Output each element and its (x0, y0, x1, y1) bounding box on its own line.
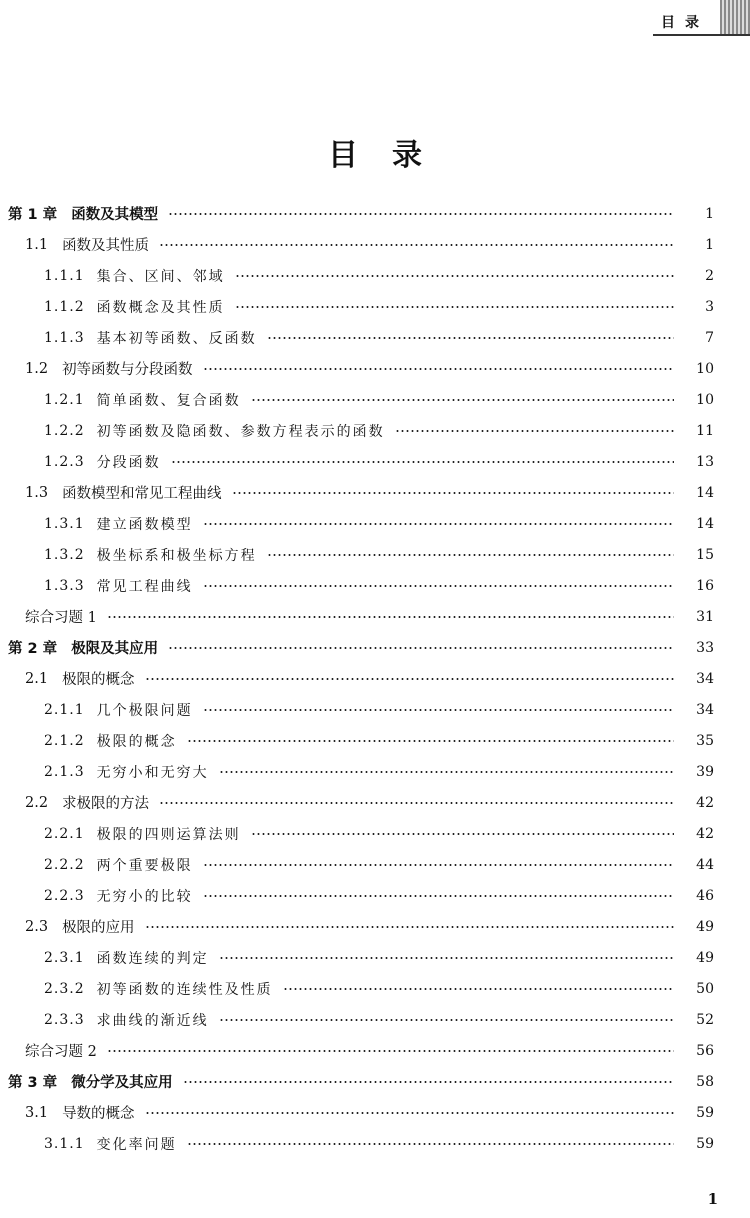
toc-entry-label (44, 452, 161, 472)
dot-leader (267, 337, 674, 339)
toc-entry-title: 两个重要极限 (96, 857, 193, 874)
toc-entry-page: 44 (696, 856, 714, 873)
toc-entry (0, 508, 750, 539)
toc-entry-label (44, 1010, 209, 1030)
toc-entry (0, 942, 750, 973)
toc-entry-title: 极坐标系和极坐标方程 (96, 547, 257, 564)
dot-leader (219, 957, 674, 959)
toc-entry-page: 16 (696, 577, 714, 594)
toc-entry-label (44, 514, 193, 534)
toc-entry-label (44, 979, 273, 999)
dot-leader (183, 1081, 674, 1083)
dot-leader (159, 802, 674, 804)
toc-entry-page: 3 (705, 298, 714, 315)
toc-entry-page: 11 (696, 422, 714, 439)
toc-entry (0, 1128, 750, 1159)
toc-entry-title: 无穷小的比较 (96, 888, 193, 905)
toc-entry-number: 1.1.2 (44, 298, 85, 315)
dot-leader (145, 678, 674, 680)
toc-entry-title: 极限的应用 (62, 920, 135, 936)
toc-entry-title: 初等函数的连续性及性质 (96, 981, 273, 998)
toc-entry-title: 几个极限问题 (96, 702, 193, 719)
toc-entry-number: 2.2.3 (44, 887, 85, 904)
toc-entry-page: 39 (696, 763, 714, 780)
toc-entry-page: 59 (696, 1104, 714, 1121)
toc-entry-title: 集合、区间、邻域 (96, 268, 225, 285)
toc-entry-number: 1.2 (25, 360, 49, 377)
dot-leader (168, 647, 674, 649)
toc-entry (0, 291, 750, 322)
toc-entry-label (25, 482, 222, 503)
toc-entry (0, 601, 750, 632)
dot-leader (219, 771, 674, 773)
toc-entry-label (44, 762, 209, 782)
toc-entry (0, 539, 750, 570)
toc-entry-title: 导数的概念 (62, 1106, 135, 1122)
toc-entry-page: 59 (696, 1135, 714, 1152)
toc-entry-title: 函数及其模型 (71, 207, 159, 223)
toc-entry-page: 2 (705, 267, 714, 284)
toc-entry-number: 1.1.3 (44, 329, 85, 346)
toc-entry-number: 2.1 (25, 670, 49, 687)
toc-entry (0, 570, 750, 601)
toc-entry-label (25, 916, 135, 937)
toc-entry-label (44, 390, 241, 410)
dot-leader (235, 306, 674, 308)
toc-entry-label (25, 606, 97, 627)
toc-entry-title: 函数模型和常见工程曲线 (62, 486, 222, 502)
toc-entry-page: 50 (696, 980, 714, 997)
toc-entry (0, 477, 750, 508)
dot-leader (159, 244, 674, 246)
toc-entry-title: 极限的概念 (96, 733, 177, 750)
toc-entry-title: 求极限的方法 (62, 796, 150, 812)
toc-entry-page: 34 (696, 670, 714, 687)
toc-entry-number: 1.3.3 (44, 577, 85, 594)
toc-entry-page: 35 (696, 732, 714, 749)
toc-entry-page: 10 (696, 391, 714, 408)
toc-entry (0, 911, 750, 942)
dot-leader (251, 833, 674, 835)
running-head-stripes (720, 0, 750, 34)
toc-entry-label (8, 637, 158, 658)
toc-entry-number: 2.1.3 (44, 763, 85, 780)
toc-entry-title: 分段函数 (96, 454, 161, 471)
toc-entry-number: 2.3.3 (44, 1011, 85, 1028)
toc-entry (0, 353, 750, 384)
toc-entry-title: 综合习题 2 (25, 1044, 97, 1060)
toc-entry-title: 变化率问题 (96, 1136, 177, 1153)
toc-entry-page: 42 (696, 794, 714, 811)
toc-entry-page: 1 (705, 205, 714, 222)
dot-leader (107, 616, 674, 618)
dot-leader (219, 1019, 674, 1021)
toc-entry-title: 函数及其性质 (62, 238, 150, 254)
toc-entry-page: 10 (696, 360, 714, 377)
toc-entry-number: 第 3 章 (8, 1075, 58, 1091)
toc-entry-label (44, 1134, 177, 1154)
toc-entry-number: 1.1 (25, 236, 49, 253)
toc-entry-page: 56 (696, 1042, 714, 1059)
toc-entry-page: 14 (696, 484, 714, 501)
toc-entry (0, 322, 750, 353)
toc-entry (0, 880, 750, 911)
toc-entry-number: 第 1 章 (8, 207, 58, 223)
page-title: 目录 (328, 138, 456, 173)
toc-entry-title: 无穷小和无穷大 (96, 764, 209, 781)
toc-entry-number: 3.1.1 (44, 1135, 85, 1152)
toc-entry-label (44, 576, 193, 596)
toc-entry-number: 1.1.1 (44, 267, 85, 284)
toc-entry-number: 1.3 (25, 484, 49, 501)
toc-entry-number: 1.2.3 (44, 453, 85, 470)
toc-entry-number: 第 2 章 (8, 641, 58, 657)
toc-entry-number: 2.2 (25, 794, 49, 811)
toc-entry (0, 384, 750, 415)
toc-entry-label (25, 668, 135, 689)
toc-entry-page: 49 (696, 949, 714, 966)
dot-leader (203, 864, 674, 866)
toc-entry-number: 2.3.2 (44, 980, 85, 997)
toc-entry-title: 综合习题 1 (25, 610, 97, 626)
toc-entry-title: 常见工程曲线 (96, 578, 193, 595)
toc-entry-title: 极限的四则运算法则 (96, 826, 241, 843)
toc-entry-number: 2.1.1 (44, 701, 85, 718)
toc-entry-number: 2.3.1 (44, 949, 85, 966)
toc-entry (0, 787, 750, 818)
running-head-title: 目录 (661, 15, 709, 31)
toc-entry (0, 818, 750, 849)
toc-entry (0, 198, 750, 229)
toc-entry-page: 46 (696, 887, 714, 904)
dot-leader (171, 461, 674, 463)
toc-entry-number: 2.2.1 (44, 825, 85, 842)
toc-entry-label (44, 948, 209, 968)
toc-entry-page: 1 (705, 236, 714, 253)
toc-entry-label (25, 358, 193, 379)
dot-leader (203, 895, 674, 897)
dot-leader (235, 275, 674, 277)
toc-entry-page: 58 (696, 1073, 714, 1090)
toc-entry (0, 415, 750, 446)
toc-entry (0, 260, 750, 291)
toc-entry (0, 849, 750, 880)
toc-entry-label (25, 792, 149, 813)
dot-leader (168, 213, 674, 215)
toc-entry-title: 极限的概念 (62, 672, 135, 688)
toc-entry-page: 33 (696, 639, 714, 656)
toc-entry (0, 663, 750, 694)
toc-entry (0, 632, 750, 663)
dot-leader (187, 1143, 674, 1145)
toc-entry-label (8, 1071, 173, 1092)
toc-entry-title: 极限及其应用 (71, 641, 159, 657)
toc-entry-page: 14 (696, 515, 714, 532)
toc-entry-page: 42 (696, 825, 714, 842)
toc-entry-number: 1.3.2 (44, 546, 85, 563)
toc-entry-label (44, 545, 257, 565)
toc-entry (0, 1097, 750, 1128)
toc-entry-title: 函数概念及其性质 (96, 299, 225, 316)
running-head (653, 0, 750, 37)
toc-entry-number: 1.2.1 (44, 391, 85, 408)
dot-leader (203, 523, 674, 525)
dot-leader (107, 1050, 674, 1052)
toc-entry-title: 建立函数模型 (96, 516, 193, 533)
toc-entry-label (8, 203, 158, 224)
toc-entry-page: 31 (696, 608, 714, 625)
toc-entry-label (44, 855, 193, 875)
toc-entry (0, 229, 750, 260)
toc-entry-title: 简单函数、复合函数 (96, 392, 241, 409)
dot-leader (251, 399, 674, 401)
dot-leader (145, 1112, 674, 1114)
toc-entry (0, 694, 750, 725)
toc-entry-label (44, 421, 385, 441)
toc-entry (0, 756, 750, 787)
dot-leader (145, 926, 674, 928)
toc-entry-label (44, 731, 177, 751)
toc-entry-label (44, 824, 241, 844)
toc-entry-label (44, 700, 193, 720)
toc-entry (0, 446, 750, 477)
dot-leader (187, 740, 674, 742)
dot-leader (395, 430, 674, 432)
running-head-rule (653, 34, 750, 36)
toc-entry (0, 1066, 750, 1097)
toc-entry-title: 函数连续的判定 (96, 950, 209, 967)
toc-entry-page: 34 (696, 701, 714, 718)
toc-entry-number: 2.3 (25, 918, 49, 935)
toc-entry-number: 3.1 (25, 1104, 49, 1121)
toc-entry-page: 15 (696, 546, 714, 563)
toc-entry-label (25, 1040, 97, 1061)
dot-leader (203, 368, 674, 370)
toc-entry-label (44, 328, 257, 348)
toc-entry-title: 基本初等函数、反函数 (96, 330, 257, 347)
dot-leader (203, 585, 674, 587)
toc-entry-page: 49 (696, 918, 714, 935)
toc-entry-title: 求曲线的渐近线 (96, 1012, 209, 1029)
toc-entry-title: 初等函数与分段函数 (62, 362, 193, 378)
dot-leader (232, 492, 674, 494)
toc-entry-label (25, 234, 149, 255)
toc-entry-title: 微分学及其应用 (71, 1075, 173, 1091)
dot-leader (267, 554, 674, 556)
toc-entry-title: 初等函数及隐函数、参数方程表示的函数 (96, 423, 385, 440)
toc-entry-page: 52 (696, 1011, 714, 1028)
dot-leader (203, 709, 674, 711)
toc-entry-label (44, 266, 225, 286)
dot-leader (283, 988, 674, 990)
toc-entry-number: 1.2.2 (44, 422, 85, 439)
toc-entry-number: 2.2.2 (44, 856, 85, 873)
toc-entry (0, 1004, 750, 1035)
toc-entry-number: 1.3.1 (44, 515, 85, 532)
page-number: 1 (707, 1190, 718, 1208)
toc-entry-label (44, 886, 193, 906)
toc-entry-page: 7 (705, 329, 714, 346)
toc-entry (0, 1035, 750, 1066)
toc-entry (0, 973, 750, 1004)
toc-entry-page: 13 (696, 453, 714, 470)
toc-entry-label (44, 297, 225, 317)
toc-entry (0, 725, 750, 756)
toc-entry-number: 2.1.2 (44, 732, 85, 749)
toc-entry-label (25, 1102, 135, 1123)
